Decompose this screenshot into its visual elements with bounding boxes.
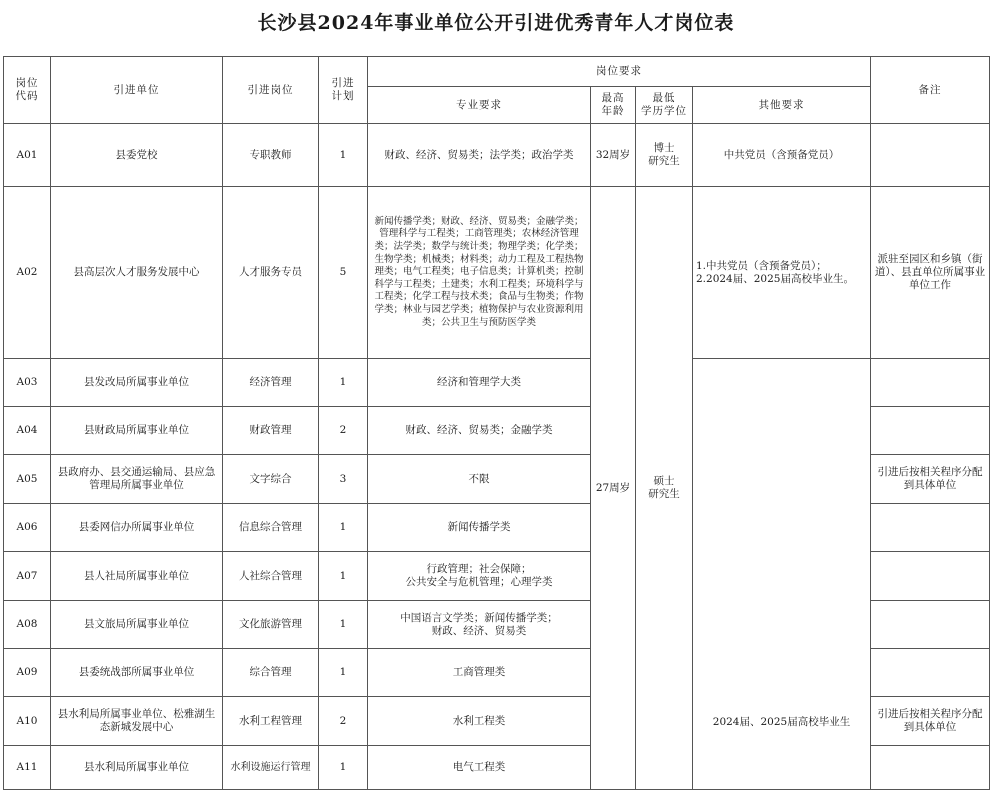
row-position: 人社综合管理 xyxy=(223,552,319,601)
table-row xyxy=(4,359,990,407)
row-remark xyxy=(871,746,990,790)
row-position: 文化旅游管理 xyxy=(223,601,319,649)
positions-table xyxy=(3,56,990,790)
row-remark xyxy=(871,649,990,697)
row-remark xyxy=(871,359,990,407)
row-position: 水利工程管理 xyxy=(223,697,319,746)
row-remark: 引进后按相关程序分配到具体单位 xyxy=(871,697,990,746)
row-plan: 5 xyxy=(319,187,368,359)
row-code: A07 xyxy=(4,552,51,601)
header-other: 其他要求 xyxy=(693,87,871,124)
header-position: 引进岗位 xyxy=(223,57,319,124)
header-requirements: 岗位要求 xyxy=(368,57,871,87)
row-major: 水利工程类 xyxy=(368,697,591,746)
row-unit: 县水利局所属事业单位、松雅湖生态新城发展中心 xyxy=(51,697,223,746)
table-row xyxy=(4,124,990,187)
row-unit: 县委党校 xyxy=(51,124,223,187)
row-plan: 1 xyxy=(319,649,368,697)
header-unit: 引进单位 xyxy=(51,57,223,124)
row-code: A01 xyxy=(4,124,51,187)
row-major: 不限 xyxy=(368,455,591,504)
row-position: 水利设施运行管理 xyxy=(223,746,319,790)
row-unit: 县发改局所属事业单位 xyxy=(51,359,223,407)
row-plan: 2 xyxy=(319,697,368,746)
row-code: A02 xyxy=(4,187,51,359)
row-plan: 1 xyxy=(319,124,368,187)
row-plan: 1 xyxy=(319,359,368,407)
row-plan: 3 xyxy=(319,455,368,504)
row-position: 文字综合 xyxy=(223,455,319,504)
row-code: A05 xyxy=(4,455,51,504)
row-major: 工商管理类 xyxy=(368,649,591,697)
row-position: 专职教师 xyxy=(223,124,319,187)
shared-degree: 硕士 研究生 xyxy=(636,187,693,790)
row-code: A04 xyxy=(4,407,51,455)
row-major: 中国语言文学类；新闻传播学类； 财政、经济、贸易类 xyxy=(368,601,591,649)
row-unit: 县水利局所属事业单位 xyxy=(51,746,223,790)
row-unit: 县文旅局所属事业单位 xyxy=(51,601,223,649)
row-position: 经济管理 xyxy=(223,359,319,407)
row-other: 中共党员（含预备党员） xyxy=(693,124,871,187)
header-age: 最高 年龄 xyxy=(591,87,636,124)
shared-age: 27周岁 xyxy=(591,187,636,790)
row-major: 行政管理；社会保障； 公共安全与危机管理；心理学类 xyxy=(368,552,591,601)
row-unit: 县高层次人才服务发展中心 xyxy=(51,187,223,359)
row-degree: 博士 研究生 xyxy=(636,124,693,187)
row-plan: 1 xyxy=(319,504,368,552)
row-remark xyxy=(871,124,990,187)
row-major: 新闻传播学类 xyxy=(368,504,591,552)
header-plan: 引进 计划 xyxy=(319,57,368,124)
row-position: 财政管理 xyxy=(223,407,319,455)
header-code: 岗位 代码 xyxy=(4,57,51,124)
row-age: 32周岁 xyxy=(591,124,636,187)
row-remark xyxy=(871,504,990,552)
row-code: A08 xyxy=(4,601,51,649)
header-major: 专业要求 xyxy=(368,87,591,124)
row-code: A11 xyxy=(4,746,51,790)
row-code: A09 xyxy=(4,649,51,697)
page-title: 长沙县2024年事业单位公开引进优秀青年人才岗位表 xyxy=(257,12,735,34)
row-unit: 县政府办、县交通运输局、县应急管理局所属事业单位 xyxy=(51,455,223,504)
row-remark xyxy=(871,407,990,455)
row-remark xyxy=(871,601,990,649)
row-position: 信息综合管理 xyxy=(223,504,319,552)
row-other: 1.中共党员（含预备党员）； 2.2024届、2025届高校毕业生。 xyxy=(693,187,871,359)
row-remark: 引进后按相关程序分配到具体单位 xyxy=(871,455,990,504)
header-degree: 最低 学历学位 xyxy=(636,87,693,124)
row-remark: 派驻至园区和乡镇（街道）、县直单位所属事业单位工作 xyxy=(871,187,990,359)
header-remark: 备注 xyxy=(871,57,990,124)
row-major: 电气工程类 xyxy=(368,746,591,790)
row-plan: 2 xyxy=(319,407,368,455)
row-plan: 1 xyxy=(319,601,368,649)
row-unit: 县人社局所属事业单位 xyxy=(51,552,223,601)
row-major: 财政、经济、贸易类；法学类；政治学类 xyxy=(368,124,591,187)
row-position: 人才服务专员 xyxy=(223,187,319,359)
row-major: 经济和管理学大类 xyxy=(368,359,591,407)
row-remark xyxy=(871,552,990,601)
row-unit: 县委统战部所属事业单位 xyxy=(51,649,223,697)
row-major: 新闻传播学类；财政、经济、贸易类；金融学类；管理科学与工程类；工商管理类；农林经济管理类；法学类；数学与统计类；物理学类；化学类；生物学类；机械类；材料类；动力工程及工程热物理类；电气工程类；电子信息类；计算机类；控制科学与工程类；土建类；水利工程类；环境科学与工程类；化学工程与技术类；食品与生物类；作物学类；林业与园艺学类；植物保护与农业资源利用类；公共卫生与预防医学类 xyxy=(368,187,591,359)
row-plan: 1 xyxy=(319,746,368,790)
row-code: A10 xyxy=(4,697,51,746)
table-row xyxy=(4,187,990,359)
shared-other: 2024届、2025届高校毕业生 xyxy=(693,359,871,790)
row-plan: 1 xyxy=(319,552,368,601)
row-position: 综合管理 xyxy=(223,649,319,697)
row-code: A06 xyxy=(4,504,51,552)
row-unit: 县委网信办所属事业单位 xyxy=(51,504,223,552)
row-code: A03 xyxy=(4,359,51,407)
row-major: 财政、经济、贸易类；金融学类 xyxy=(368,407,591,455)
row-unit: 县财政局所属事业单位 xyxy=(51,407,223,455)
